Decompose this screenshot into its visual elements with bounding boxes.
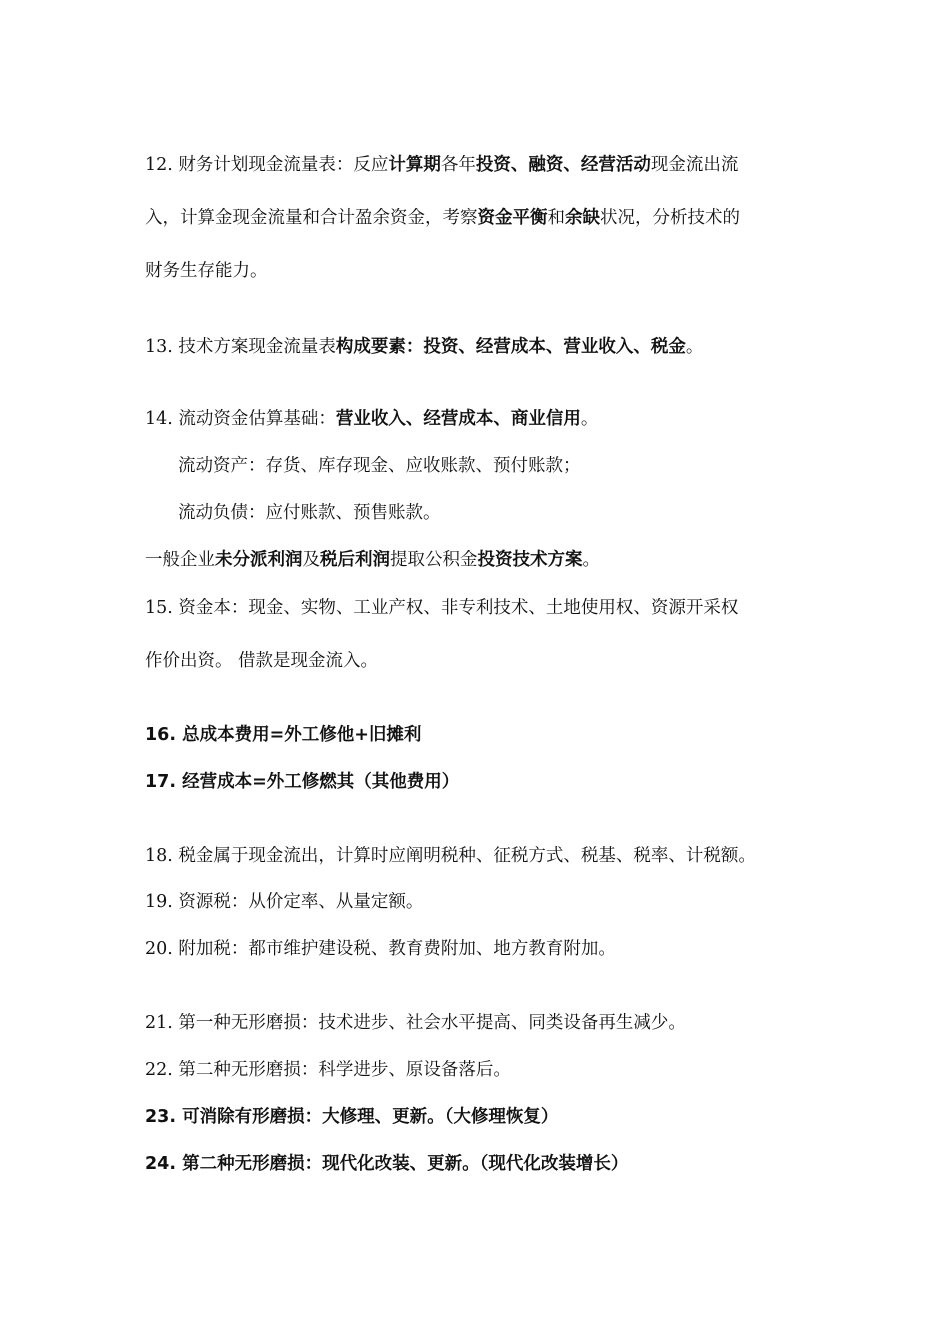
- line-13: 13. 技术方案现金流量表构成要素：投资、经营成本、营业收入、税金。: [145, 337, 704, 357]
- line-17: 17. 经营成本=外工修燃其（其他费用）: [145, 772, 460, 792]
- line-14: 14. 流动资金估算基础：营业收入、经营成本、商业信用。: [145, 409, 599, 429]
- line-16: 16. 总成本费用=外工修他+旧摊利: [145, 725, 422, 745]
- line-14-assets: 流动资产：存货、库存现金、应收账款、预付账款；: [178, 456, 581, 476]
- line-24: 24. 第二种无形磨损：现代化改装、更新。（现代化改装增长）: [145, 1154, 629, 1174]
- line-14-note: 一般企业未分派利润及税后利润提取公积金投资技术方案。: [145, 550, 600, 570]
- line-12-c: 财务生存能力。: [145, 261, 268, 281]
- line-19: 19. 资源税：从价定率、从量定额。: [145, 892, 424, 912]
- line-22: 22. 第二种无形磨损：科学进步、原设备落后。: [145, 1060, 511, 1080]
- line-23: 23. 可消除有形磨损：大修理、更新。（大修理恢复）: [145, 1107, 559, 1127]
- line-20: 20. 附加税：都市维护建设税、教育费附加、地方教育附加。: [145, 939, 616, 959]
- line-15-a: 15. 资金本：现金、实物、工业产权、非专利技术、土地使用权、资源开采权: [145, 598, 739, 618]
- line-18: 18. 税金属于现金流出，计算时应阐明税种、征税方式、税基、税率、计税额。: [145, 846, 756, 866]
- line-14-liabilities: 流动负债：应付账款、预售账款。: [178, 503, 441, 523]
- line-15-b: 作价出资。 借款是现金流入。: [145, 651, 379, 671]
- line-12-b: 入，计算金现金流量和合计盈余资金，考察资金平衡和余缺状况，分析技术的: [145, 208, 740, 228]
- line-12-a: 12. 财务计划现金流量表：反应计算期各年投资、融资、经营活动现金流出流: [145, 155, 739, 175]
- line-21: 21. 第一种无形磨损：技术进步、社会水平提高、同类设备再生减少。: [145, 1013, 686, 1033]
